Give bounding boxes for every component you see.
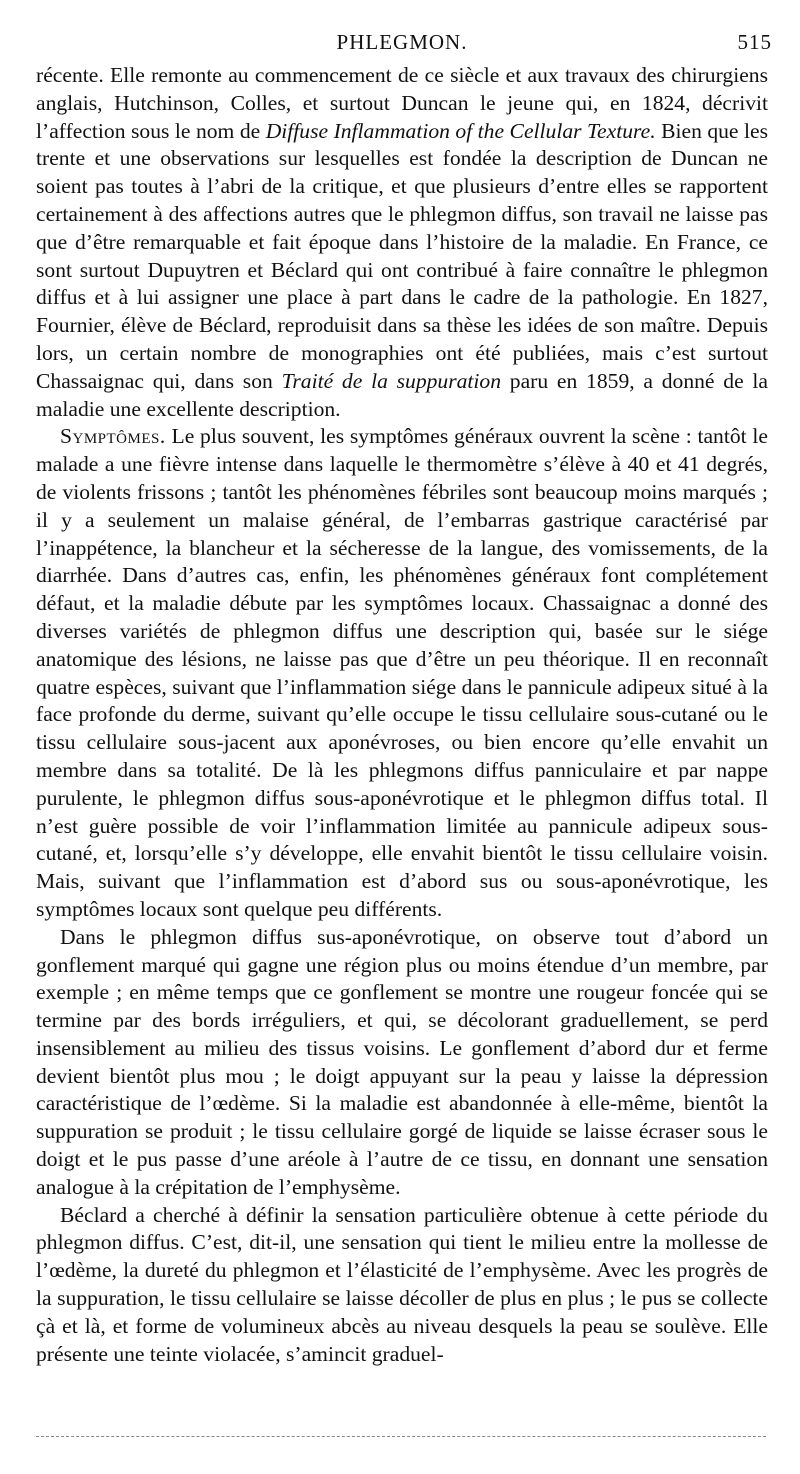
running-title: PHLEGMON. xyxy=(336,30,468,54)
paragraph-sus-aponevrotique xyxy=(36,924,768,1202)
page-number: 515 xyxy=(737,30,772,54)
italic-title-chassaignac: Traité de la suppuration xyxy=(281,368,502,393)
text-segment: paru en 1859, a donné de la maladie une excellente description. xyxy=(36,368,769,421)
italic-title-duncan: Diffuse Inflammation of the Cellular Texture. xyxy=(265,118,656,143)
paragraph-symptomes xyxy=(36,423,768,923)
text-segment: Bien que les trente et une observations sur lesquelles est fondée la description de Duncan ne soient pas toutes à l’abri de la critique, et que plusieurs d’entre elles se rapportent certainement à des affections autres que le phlegmon diffus, son travail ne laisse pas que d’être remarquable et fait époque dans l’histoire de la maladie. En France, ce sont surtout Dupuytren et Béclard qui ont contribué à faire connaître le phlegmon diffus et à lui assigner une place à part dans le cadre de la pathologie. En 1827, Fournier, élève de Béclard, reproduisit dans sa thèse les idées de son maître. Depuis lors, un certain nombre de monographies ont été publiées, mais c’est surtout Chassaignac qui, dans son xyxy=(36,118,768,393)
text-segment: Dans le phlegmon diffus sus-aponévrotique, on observe tout d’abord un gonflement marqué qui gagne une région plus ou moins étendue d’un membre, par exemple ; en même temps que ce gonflement se montre une rougeur foncée qui se termine par des bords irréguliers, et qui, se décolorant graduellement, se perd insensiblement au milieu des tissus voisins. Le gonflement d’abord dur et ferme devient bientôt plus mou ; le doigt appuyant sur la peau y laisse la dépression caractéristique de l’œdème. Si la maladie est abandonnée à elle-même, bientôt la suppuration se produit ; le tissu cellulaire gorgé de liquide se laisse écraser sous le doigt et le pus passe d’une aréole à l’autre de ce tissu, en donnant une sensation analogue à la crépitation de l’emphysème. xyxy=(36,924,768,1199)
body-text xyxy=(36,62,768,1368)
text-segment: récente. Elle remonte au commencement de ce siècle et aux travaux des chirurgiens anglais, Hutchinson, Colles, et surtout Duncan le jeune qui, en 1824, décrivit l’affection sous le nom de xyxy=(36,63,768,143)
paragraph-beclard xyxy=(36,1202,768,1369)
section-heading-symptomes: Symptômes. xyxy=(60,424,166,449)
book-page xyxy=(36,20,772,1368)
paragraph-history xyxy=(36,62,768,423)
footer-divider xyxy=(36,1436,766,1437)
running-header xyxy=(36,20,772,62)
text-segment: Béclard a cherché à définir la sensation particulière obtenue à cette période du phlegmon diffus. C’est, dit-il, une sensation qui tient le milieu entre la mollesse de l’œdème, la dureté du phlegmon et l’élasticité de l’emphysème. Avec les progrès de la suppuration, le tissu cellulaire se laisse décoller de plus en plus ; le pus se collecte çà et là, et forme de volumineux abcès au niveau desquels la peau se soulève. Elle présente une teinte violacée, s’amincit graduel- xyxy=(36,1202,768,1366)
text-segment: Le plus souvent, les symptômes généraux ouvrent la scène : tantôt le malade a une fièvre intense dans laquelle le thermomètre s’élève à 40 et 41 degrés, de violents frissons ; tantôt les phénomènes fébriles sont beaucoup moins marqués ; il y a seulement un malaise général, de l’embarras gastrique caractérisé par l’inappétence, la blancheur et la sécheresse de la langue, des vomissements, de la diarrhée. Dans d’autres cas, enfin, les phénomènes généraux font complétement défaut, et la maladie débute par les symptômes locaux. Chassaignac a donné des diverses variétés de phlegmon diffus une description qui, basée sur le siége anatomique des lésions, ne laisse pas que d’être un peu théorique. Il en reconnaît quatre espèces, suivant que l’inflammation siége dans le pannicule adipeux situé à la face profonde du derme, suivant qu’elle occupe le tissu cellulaire sous-cutané ou le tissu cellulaire sous-jacent aux aponévroses, ou bien encore qu’elle envahit un membre dans sa totalité. De là les phlegmons diffus panniculaire et par nappe purulente, le phlegmon diffus sous-aponévrotique et le phlegmon diffus total. Il n’est guère possible de voir l’inflammation limitée au pannicule adipeux sous-cutané, et, lorsqu’elle s’y développe, elle envahit bientôt le tissu cellulaire voisin. Mais, suivant que l’inflammation est d’abord sus ou sous-aponévrotique, les symptômes locaux sont quelque peu différents. xyxy=(36,424,768,921)
